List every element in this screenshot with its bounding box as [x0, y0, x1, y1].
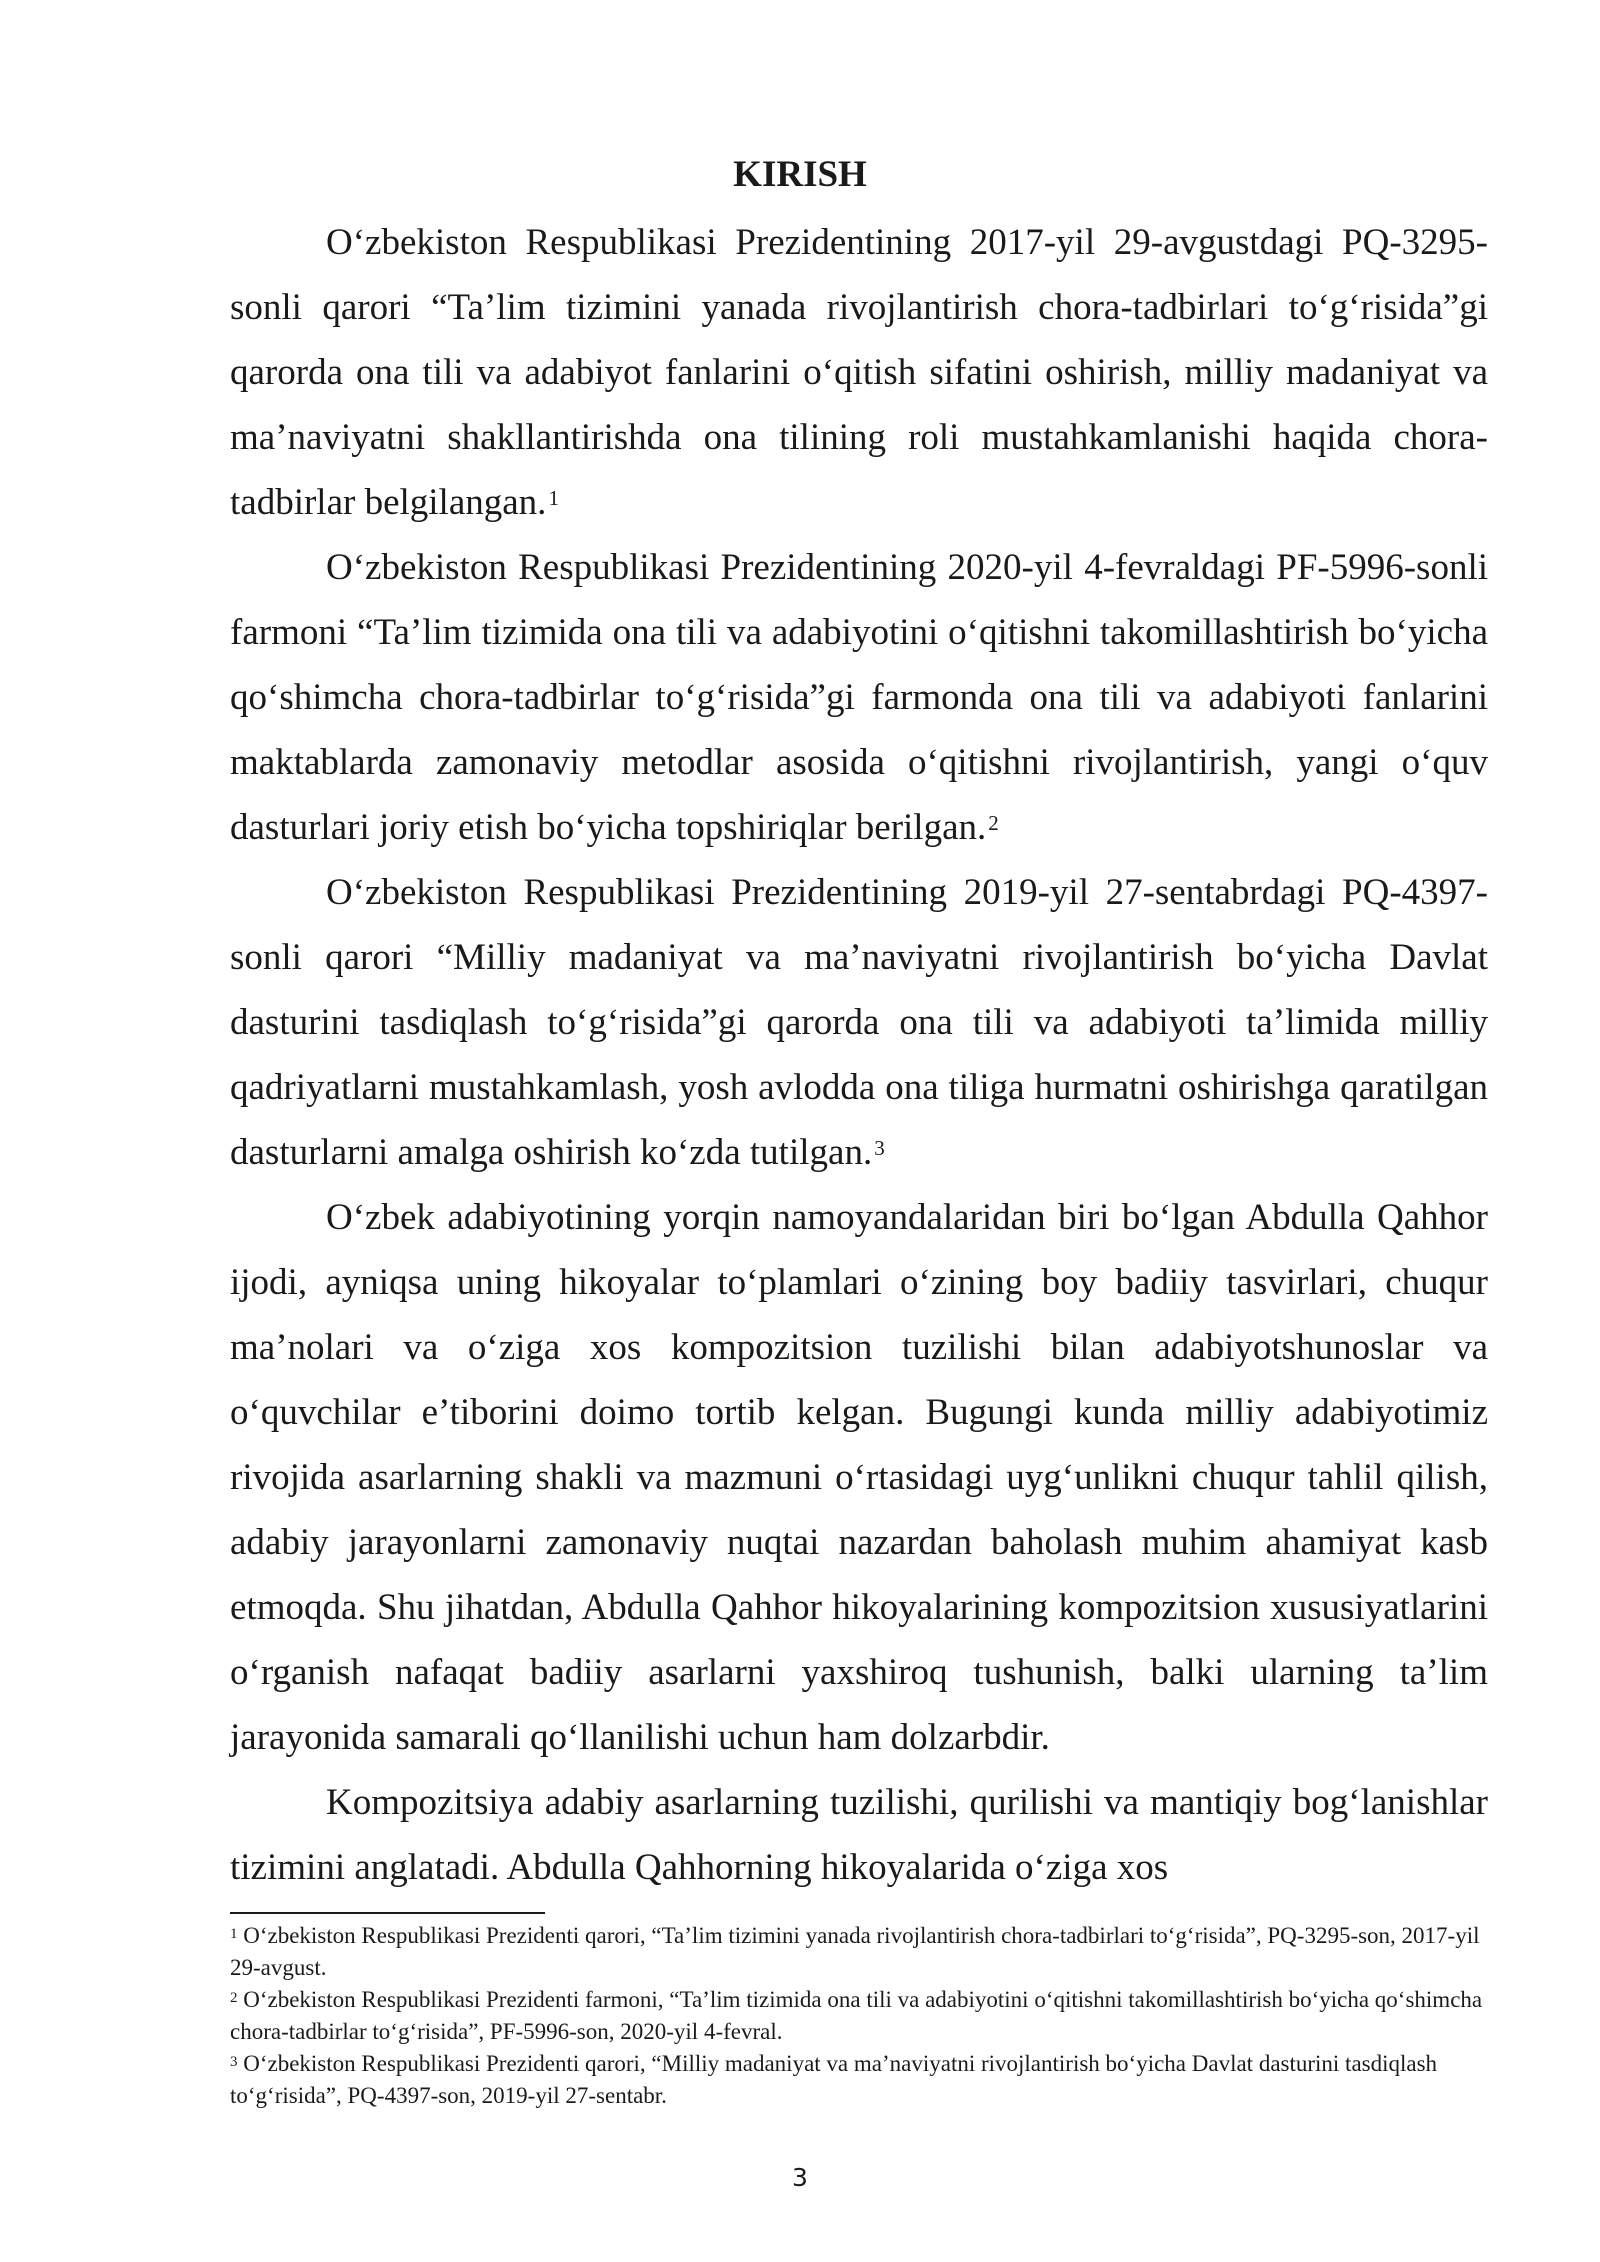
footnote-mark: 1: [230, 1926, 238, 1942]
paragraph: [230, 1770, 1488, 1900]
paragraph: [230, 860, 1488, 1185]
paragraph: [230, 210, 1488, 535]
footnote-separator: [230, 1912, 545, 1914]
footnote-reference[interactable]: 1: [548, 486, 559, 510]
page-title: KIRISH: [733, 154, 867, 195]
footnote-mark: 3: [230, 2054, 238, 2070]
paragraph-text: O‘zbekiston Respublikasi Prezidentining 2020-yil 4-fevraldagi PF-5996-sonli farmoni “Ta’lim tizimida ona tili va adabiyotini o‘qitishni takomillashtirish bo‘yicha qo‘shimcha chora-tadbirlar to‘g‘risida”gi farmonda ona tili va adabiyoti fanlarini maktablarda zamonaviy metodlar asosida o‘qitishni rivojlantirish, yangi o‘quv dasturlari joriy etish bo‘yicha topshiriqlar berilgan.: [230, 547, 1488, 848]
footnote-text: O‘zbekiston Respublikasi Prezidenti qarori, “Ta’lim tizimini yanada rivojlantirish chora-tadbirlari to‘g‘risida”, PQ-3295-son, 2017-yil 29-avgust.: [230, 1923, 1480, 1980]
paragraph: [230, 535, 1488, 860]
paragraph-text: O‘zbekiston Respublikasi Prezidentining 2017-yil 29-avgustdagi PQ-3295-sonli qarori “Ta’lim tizimini yanada rivojlantirish chora-tadbirlari to‘g‘risida”gi qarorda ona tili va adabiyot fanlarini o‘qitish sifatini oshirish, milliy madaniyat va ma’naviyatni shakllantirishda ona tilining roli mustahkamlanishi haqida chora-tadbirlar belgilangan.: [230, 222, 1488, 523]
footnote: [230, 1920, 1488, 1984]
paragraph-text: Kompozitsiya adabiy asarlarning tuzilishi, qurilishi va mantiqiy bog‘lanishlar tizimini anglatadi. Abdulla Qahhorning hikoyalarida o‘ziga xos: [230, 1782, 1488, 1888]
paragraph-text: O‘zbek adabiyotining yorqin namoyandalaridan biri bo‘lgan Abdulla Qahhor ijodi, ayniqsa uning hikoyalar to‘plamlari o‘zining boy badiiy tasvirlari, chuqur ma’nolari va o‘ziga xos kompozitsion tuzilishi bilan adabiyotshunoslar va o‘quvchilar e’tiborini doimo tortib kelgan. Bugungi kunda milliy adabiyotimiz rivojida asarlarning shakli va mazmuni o‘rtasidagi uyg‘unlikni chuqur tahlil qilish, adabiy jarayonlarni zamonaviy nuqtai nazardan baholash muhim ahamiyat kasb etmoqda. Shu jihatdan, Abdulla Qahhor hikoyalarining kompozitsion xususiyatlarini o‘rganish nafaqat badiiy asarlarni yaxshiroq tushunish, balki ularning ta’lim jarayonida samarali qo‘llanilishi uchun ham dolzarbdir.: [230, 1197, 1488, 1758]
paragraph: [230, 1185, 1488, 1770]
footnote-reference[interactable]: 2: [988, 811, 999, 835]
paragraph-text: O‘zbekiston Respublikasi Prezidentining 2019-yil 27-sentabrdagi PQ-4397-sonli qarori “Milliy madaniyat va ma’naviyatni rivojlantirish bo‘yicha Davlat dasturini tasdiqlash to‘g‘risida”gi qarorda ona tili va adabiyoti ta’limida milliy qadriyatlarni mustahkamlash, yosh avlodda ona tiliga hurmatni oshirishga qaratilgan dasturlarni amalga oshirish ko‘zda tutilgan.: [230, 872, 1488, 1173]
footnote-mark: 2: [230, 1990, 238, 2006]
footnote: [230, 1984, 1488, 2048]
footnote: [230, 2048, 1488, 2112]
footnote-text: O‘zbekiston Respublikasi Prezidenti qarori, “Milliy madaniyat va ma’naviyatni rivojlantirish bo‘yicha Davlat dasturini tasdiqlash to‘g‘risida”, PQ-4397-son, 2019-yil 27-sentabr.: [230, 2051, 1438, 2108]
body-text: [230, 210, 1488, 1900]
footnote-reference[interactable]: 3: [874, 1136, 885, 1160]
footnote-text: O‘zbekiston Respublikasi Prezidenti farmoni, “Ta’lim tizimida ona tili va adabiyotini o‘qitishni takomillashtirish bo‘yicha qo‘shimcha chora-tadbirlar to‘g‘risida”, PF-5996-son, 2020-yil 4-fevral.: [230, 1987, 1483, 2044]
page-number: 3: [792, 2163, 808, 2192]
footnotes: [230, 1920, 1488, 2112]
